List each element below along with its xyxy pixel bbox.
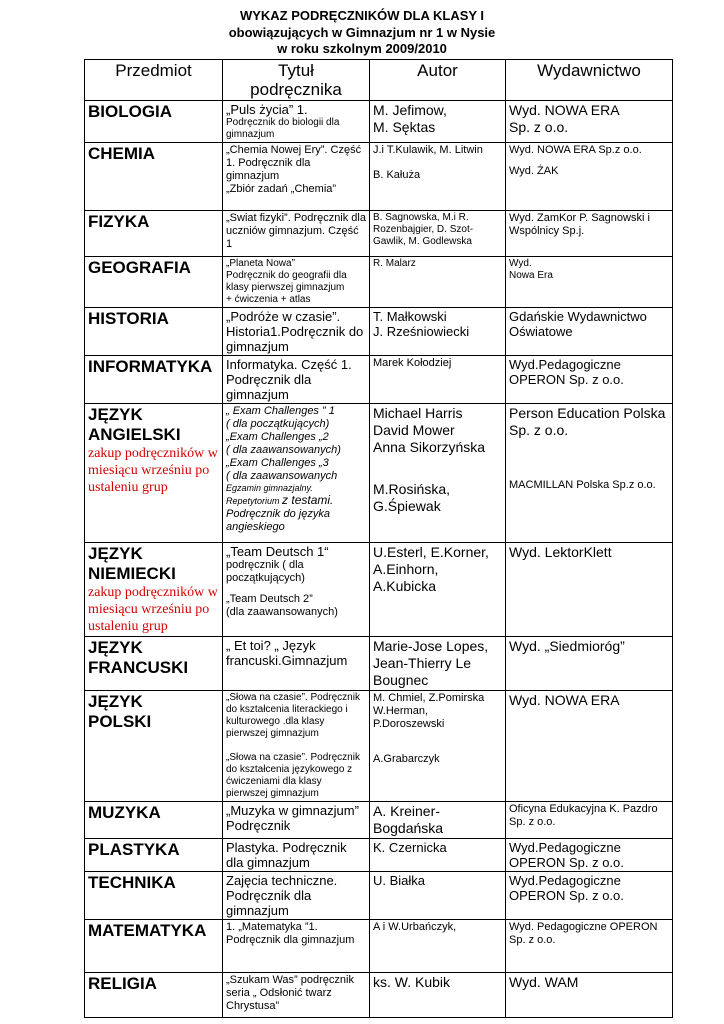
author-text: M. Chmiel, Z.Pomirska W.Herman, P.Doroszewski — [373, 692, 485, 730]
title-text: „Exam Challenges „3 — [226, 457, 329, 469]
subject-text: FRANCUSKI — [88, 658, 189, 677]
title-cell: Plastyka. Podręcznik dla gimnazjum — [223, 839, 370, 872]
title-text: „Exam Challenges „2 — [226, 431, 329, 443]
publisher-cell: Wyd.Pedagogiczne OPERON Sp. z o.o. — [506, 356, 673, 404]
table-header-row — [85, 60, 673, 101]
author-cell: A i W.Urbańczyk, — [370, 920, 506, 973]
table-row — [85, 802, 673, 839]
title-text: Podręcznik do geografii dla klasy pierwszej gimnazjum — [226, 270, 347, 293]
author-text: M.Rosińska, — [373, 481, 451, 497]
subject-cell: MUZYKA — [85, 802, 223, 839]
publisher-cell: Wyd.Pedagogiczne OPERON Sp. z o.o. — [506, 839, 673, 872]
author-cell: K. Czernicka — [370, 839, 506, 872]
subject-cell: RELIGIA — [85, 973, 223, 1018]
publisher-cell: Wyd. NOWA ERA — [506, 691, 673, 802]
subject-cell: FIZYKA — [85, 211, 223, 257]
title-text: „Team Deutsch 2” — [226, 593, 313, 605]
col-author: Autor — [370, 60, 506, 101]
table-row — [85, 920, 673, 973]
publisher-cell: Wyd. Pedagogiczne OPERON Sp. z o.o. — [506, 920, 673, 973]
table-row — [85, 872, 673, 920]
publisher-cell: Wyd. „Siedmioróg” — [506, 637, 673, 691]
col-publisher: Wydawnictwo — [506, 60, 673, 101]
publisher-cell: Wyd. LektorKlett — [506, 543, 673, 637]
table-row — [85, 543, 673, 637]
author-text: A.Grabarczyk — [373, 753, 440, 765]
table-row — [85, 143, 673, 211]
title-cell: „Muzyka w gimnazjum” Podręcznik — [223, 802, 370, 839]
publisher-cell: Oficyna Edukacyjna K. Pazdro Sp. z o.o. — [506, 802, 673, 839]
doc-title-line3: w roku szkolnym 2009/2010 — [277, 41, 447, 56]
title-text: (dla zaawansowanych) — [226, 606, 338, 618]
title-cell — [223, 101, 370, 143]
title-text: „Chemia Nowej Ery”. Część 1. Podręcznik dla gimnazjum — [226, 144, 362, 182]
author-text: M. Jefimow, — [373, 102, 447, 118]
purchase-note: zakup podręczników w miesiącu wrześniu po ustaleniu grup — [88, 585, 218, 634]
title-text: „ Exam Challenges ” 1 — [226, 405, 335, 417]
title-cell — [223, 691, 370, 802]
publisher-cell — [506, 101, 673, 143]
publisher-cell: Gdańskie Wydawnictwo Oświatowe — [506, 308, 673, 356]
author-text: G.Śpiewak — [373, 498, 441, 514]
publisher-cell — [506, 257, 673, 308]
title-text: „Team Deutsch 1“ — [226, 544, 329, 559]
subject-cell: HISTORIA — [85, 308, 223, 356]
author-cell — [370, 543, 506, 637]
title-cell: „ Et toi? „ Język francuski.Gimnazjum — [223, 637, 370, 691]
subject-cell — [85, 543, 223, 637]
author-cell — [370, 404, 506, 543]
title-cell — [223, 257, 370, 308]
publisher-cell — [506, 143, 673, 211]
author-cell: U. Białka — [370, 872, 506, 920]
author-cell: R. Malarz — [370, 257, 506, 308]
col-title-line1: Tytuł — [278, 61, 314, 80]
publisher-text: Sp. z o.o. — [509, 119, 569, 135]
subject-cell: INFORMATYKA — [85, 356, 223, 404]
title-cell: „Swiat fizyki”. Podręcznik dla uczniów gimnazjum. Część 1 — [223, 211, 370, 257]
author-text: B. Kałuża — [373, 169, 421, 181]
subject-text: POLSKI — [88, 712, 152, 731]
publisher-cell: Wyd. ZamKor P. Sagnowski i Wspólnicy Sp.j. — [506, 211, 673, 257]
author-text: A.Einhorn, — [373, 561, 439, 577]
subject-cell — [85, 637, 223, 691]
title-text: podręcznik ( dla początkujących) — [226, 559, 305, 584]
col-title-line2: podręcznika — [250, 80, 342, 99]
publisher-cell: Wyd.Pedagogiczne OPERON Sp. z o.o. — [506, 872, 673, 920]
title-text: „Planeta Nowa” — [226, 258, 295, 269]
table-row — [85, 101, 673, 143]
table-row — [85, 973, 673, 1018]
title-text: + ćwiczenia + atlas — [226, 294, 311, 305]
subject-cell: TECHNIKA — [85, 872, 223, 920]
author-text: U.Esterl, E.Korner, — [373, 544, 489, 560]
author-cell: ks. W. Kubik — [370, 973, 506, 1018]
title-text: ( dla początkujących) — [226, 418, 330, 430]
author-cell — [370, 143, 506, 211]
author-cell: A. Kreiner-Bogdańska — [370, 802, 506, 839]
author-cell — [370, 308, 506, 356]
publisher-text: MACMILLAN Polska Sp.z o.o. — [509, 479, 656, 491]
title-text: „Puls życia” 1. — [226, 102, 308, 117]
subject-cell: PLASTYKA — [85, 839, 223, 872]
title-cell: „Podróże w czasie”. Historia1.Podręcznik do gimnazjum — [223, 308, 370, 356]
author-text: T. Małkowski — [373, 309, 447, 324]
author-cell — [370, 101, 506, 143]
col-subject: Przedmiot — [85, 60, 223, 101]
subject-text: NIEMIECKI — [88, 564, 176, 583]
col-title — [223, 60, 370, 101]
title-text: ( dla zaawansowanych — [226, 470, 338, 482]
subject-text: JĘZYK — [88, 692, 143, 711]
table-row — [85, 257, 673, 308]
author-text: Michael Harris — [373, 405, 463, 421]
table-row — [85, 839, 673, 872]
publisher-text: Wyd. NOWA ERA Sp.z o.o. — [509, 144, 642, 156]
author-text: Anna Sikorzyńska — [373, 439, 486, 455]
doc-title-line1: WYKAZ PODRĘCZNIKÓW DLA KLASY I — [239, 8, 485, 23]
title-text: z testami. — [282, 493, 334, 507]
author-cell: Marek Kołodziej — [370, 356, 506, 404]
title-text: ( dla zaawansowanych) — [226, 444, 341, 456]
author-text: David Mower — [373, 422, 455, 438]
table-row — [85, 404, 673, 543]
publisher-text: Wyd. NOWA ERA — [509, 102, 620, 118]
table-row — [85, 308, 673, 356]
title-text: „Słowa na czasie”. Podręcznik do kształcenia językowego z ćwiczeniami dla klasy pierwszej gimnazjum — [226, 752, 360, 799]
title-text: Egzamin gimnazjalny. — [226, 483, 313, 493]
table-row — [85, 637, 673, 691]
title-cell: „Szukam Was” podręcznik seria „ Odsłonić twarz Chrystusa” — [223, 973, 370, 1018]
table-row — [85, 691, 673, 802]
publisher-text: Wyd. — [509, 258, 532, 269]
title-text: Podręcznik do języka angieskiego — [226, 508, 330, 533]
author-text: A.Kubicka — [373, 578, 437, 594]
subject-cell: GEOGRAFIA — [85, 257, 223, 308]
purchase-note: zakup podręczników w miesiącu wrześniu po ustaleniu grup — [88, 446, 218, 495]
doc-title-line2: obowiązujących w Gimnazjum nr 1 w Nysie — [228, 25, 496, 40]
publisher-cell — [506, 404, 673, 543]
subject-text: JĘZYK — [88, 405, 143, 424]
title-cell — [223, 543, 370, 637]
subject-cell — [85, 404, 223, 543]
publisher-text: Person Education Polska Sp. z o.o. — [509, 405, 666, 438]
subject-text: JĘZYK — [88, 638, 143, 657]
title-cell — [223, 404, 370, 543]
author-cell: Marie-Jose Lopes, Jean-Thierry Le Bougnec — [370, 637, 506, 691]
subject-text: ANGIELSKI — [88, 425, 181, 444]
subject-text: JĘZYK — [88, 544, 143, 563]
author-text: M. Sęktas — [373, 119, 436, 135]
subject-cell: CHEMIA — [85, 143, 223, 211]
subject-cell: MATEMATYKA — [85, 920, 223, 973]
publisher-text: Wyd. ŻAK — [509, 165, 559, 177]
table-row — [85, 211, 673, 257]
title-text: „Zbiór zadań „Chemia” — [226, 183, 337, 195]
title-text: „Słowa na czasie”. Podręcznik do kształcenia literackiego i kulturowego .dla klasy pierwszej gimnazjum — [226, 692, 360, 739]
title-cell: Zajęcia techniczne. Podręcznik dla gimnazjum — [223, 872, 370, 920]
author-text: J.i T.Kulawik, M. Litwin — [373, 144, 483, 156]
author-cell: B. Sagnowska, M.i R. Rozenbajgier, D. Szot-Gawlik, M. Godlewska — [370, 211, 506, 257]
title-text: Repetytorium — [226, 496, 280, 506]
author-text: J. Rześniowiecki — [373, 324, 470, 339]
table-row — [85, 356, 673, 404]
title-cell: 1. „Matematyka ”1. Podręcznik dla gimnazjum — [223, 920, 370, 973]
title-cell — [223, 143, 370, 211]
subject-cell: BIOLOGIA — [85, 101, 223, 143]
title-cell: Informatyka. Część 1. Podręcznik dla gimnazjum — [223, 356, 370, 404]
author-cell — [370, 691, 506, 802]
subject-cell — [85, 691, 223, 802]
title-text: Podręcznik do biologii dla gimnazjum — [226, 117, 340, 140]
publisher-text: Nowa Era — [509, 270, 553, 281]
publisher-cell: Wyd. WAM — [506, 973, 673, 1018]
textbook-table — [84, 59, 673, 1018]
